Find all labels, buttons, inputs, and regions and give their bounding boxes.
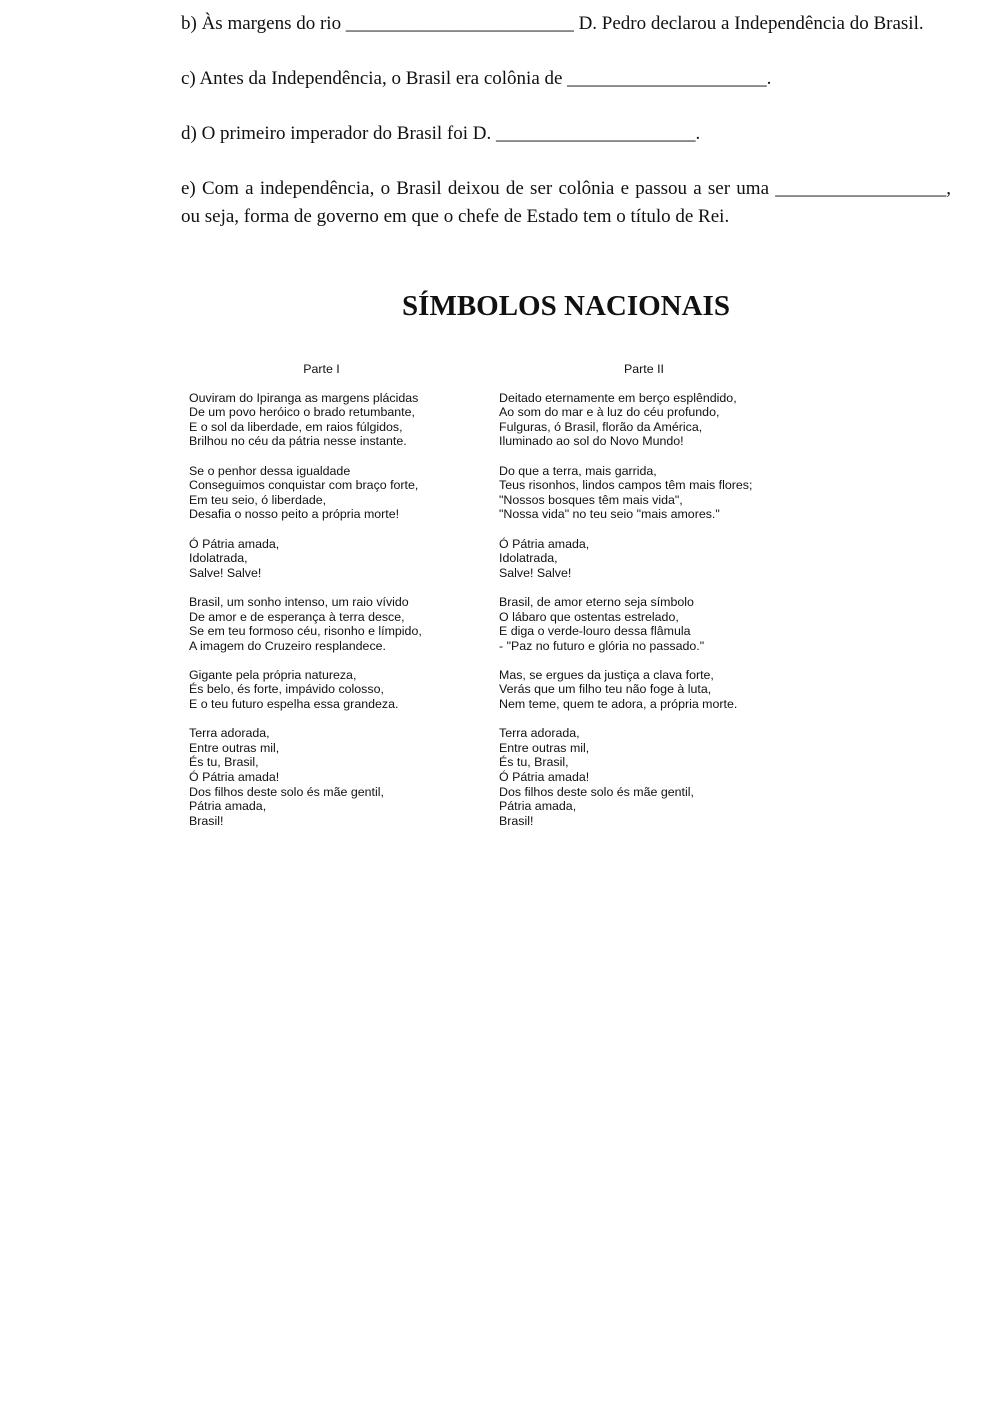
anthem-part-2: [499, 362, 809, 843]
verse-line: Iluminado ao sol do Novo Mundo!: [499, 434, 684, 449]
verse-line: O lábaro que ostentas estrelado,: [499, 609, 679, 624]
verse-line: Deitado eternamente em berço esplêndido,: [499, 390, 737, 405]
verse-line: Terra adorada,: [189, 726, 270, 741]
verse-line: Desafia o nosso peito a própria morte!: [189, 507, 400, 522]
verse-line: És tu, Brasil,: [499, 755, 569, 770]
verse-line: Se o penhor dessa igualdade: [189, 463, 351, 478]
verse-line: Ó Pátria amada,: [499, 536, 590, 551]
verse-line: Brasil, de amor eterno seja símbolo: [499, 594, 694, 609]
verse-line: Ó Pátria amada!: [189, 770, 280, 785]
verse-line: Do que a terra, mais garrida,: [499, 463, 657, 478]
verse-line: Pátria amada,: [499, 799, 577, 814]
part-heading: Parte II: [624, 362, 664, 376]
verse-line: Brasil, um sonho intenso, um raio vívido: [189, 594, 409, 609]
verse-line: De amor e de esperança à terra desce,: [189, 609, 405, 624]
verse-line: Entre outras mil,: [499, 740, 590, 755]
verse-line: Terra adorada,: [499, 726, 580, 741]
question-c: c) Antes da Independência, o Brasil era colônia de _____________________.: [181, 68, 772, 89]
stanza: [499, 391, 809, 449]
verse-line: Ao som do mar e à luz do céu profundo,: [499, 405, 720, 420]
stanza: [499, 537, 809, 581]
stanza: [499, 668, 809, 712]
verse-line: Ó Pátria amada!: [499, 770, 590, 785]
question-e: e) Com a independência, o Brasil deixou de ser colônia e passou a ser uma __________________, ou seja, forma de governo em que o chefe de Estado tem o título de Rei.: [181, 178, 951, 227]
verse-line: Entre outras mil,: [189, 740, 280, 755]
verse-line: És belo, és forte, impávido colosso,: [189, 682, 384, 697]
verse-line: De um povo heróico o brado retumbante,: [189, 405, 415, 420]
verse-line: - "Paz no futuro e glória no passado.": [499, 638, 705, 653]
verse-line: Pátria amada,: [189, 799, 267, 814]
question-b: b) Às margens do rio ________________________ D. Pedro declarou a Independência do Brasil.: [181, 13, 924, 34]
verse-line: Idolatrada,: [499, 551, 558, 566]
question-list: [181, 10, 951, 231]
verse-line: Mas, se ergues da justiça a clava forte,: [499, 667, 714, 682]
verse-line: Verás que um filho teu não foge à luta,: [499, 682, 712, 697]
verse-line: E o teu futuro espelha essa grandeza.: [189, 697, 399, 712]
anthem-part-1: [189, 362, 479, 843]
verse-line: Idolatrada,: [189, 551, 248, 566]
verse-line: Dos filhos deste solo és mãe gentil,: [189, 784, 384, 799]
verse-line: Nem teme, quem te adora, a própria morte.: [499, 697, 738, 712]
stanza: [189, 391, 479, 449]
verse-line: Fulguras, ó Brasil, florão da América,: [499, 419, 703, 434]
stanza: [189, 537, 479, 581]
verse-line: Salve! Salve!: [189, 565, 262, 580]
verse-line: Ouviram do Ipiranga as margens plácidas: [189, 390, 419, 405]
verse-line: E diga o verde-louro dessa flâmula: [499, 624, 691, 639]
stanza: [499, 595, 809, 653]
verse-line: "Nossa vida" no teu seio "mais amores.": [499, 507, 720, 522]
stanza: [189, 595, 479, 653]
verse-line: Brasil!: [189, 813, 224, 828]
verse-line: Gigante pela própria natureza,: [189, 667, 357, 682]
part-heading: Parte I: [303, 362, 340, 376]
verse-line: E o sol da liberdade, em raios fúlgidos,: [189, 419, 403, 434]
stanza: [499, 726, 809, 828]
verse-line: Se em teu formoso céu, risonho e límpido,: [189, 624, 422, 639]
verse-line: Dos filhos deste solo és mãe gentil,: [499, 784, 694, 799]
verse-line: Em teu seio, ó liberdade,: [189, 492, 327, 507]
verse-line: Teus risonhos, lindos campos têm mais flores;: [499, 478, 753, 493]
question-d: d) O primeiro imperador do Brasil foi D. _____________________.: [181, 123, 701, 144]
verse-line: És tu, Brasil,: [189, 755, 259, 770]
verse-line: Ó Pátria amada,: [189, 536, 280, 551]
verse-line: Brilhou no céu da pátria nesse instante.: [189, 434, 407, 449]
verse-line: Salve! Salve!: [499, 565, 572, 580]
section-title: SÍMBOLOS NACIONAIS: [402, 290, 730, 322]
stanza: [189, 464, 479, 522]
verse-line: A imagem do Cruzeiro resplandece.: [189, 638, 386, 653]
verse-line: Conseguimos conquistar com braço forte,: [189, 478, 419, 493]
stanza: [189, 726, 479, 828]
verse-line: Brasil!: [499, 813, 534, 828]
stanza: [499, 464, 809, 522]
verse-line: "Nossos bosques têm mais vida",: [499, 492, 683, 507]
stanza: [189, 668, 479, 712]
